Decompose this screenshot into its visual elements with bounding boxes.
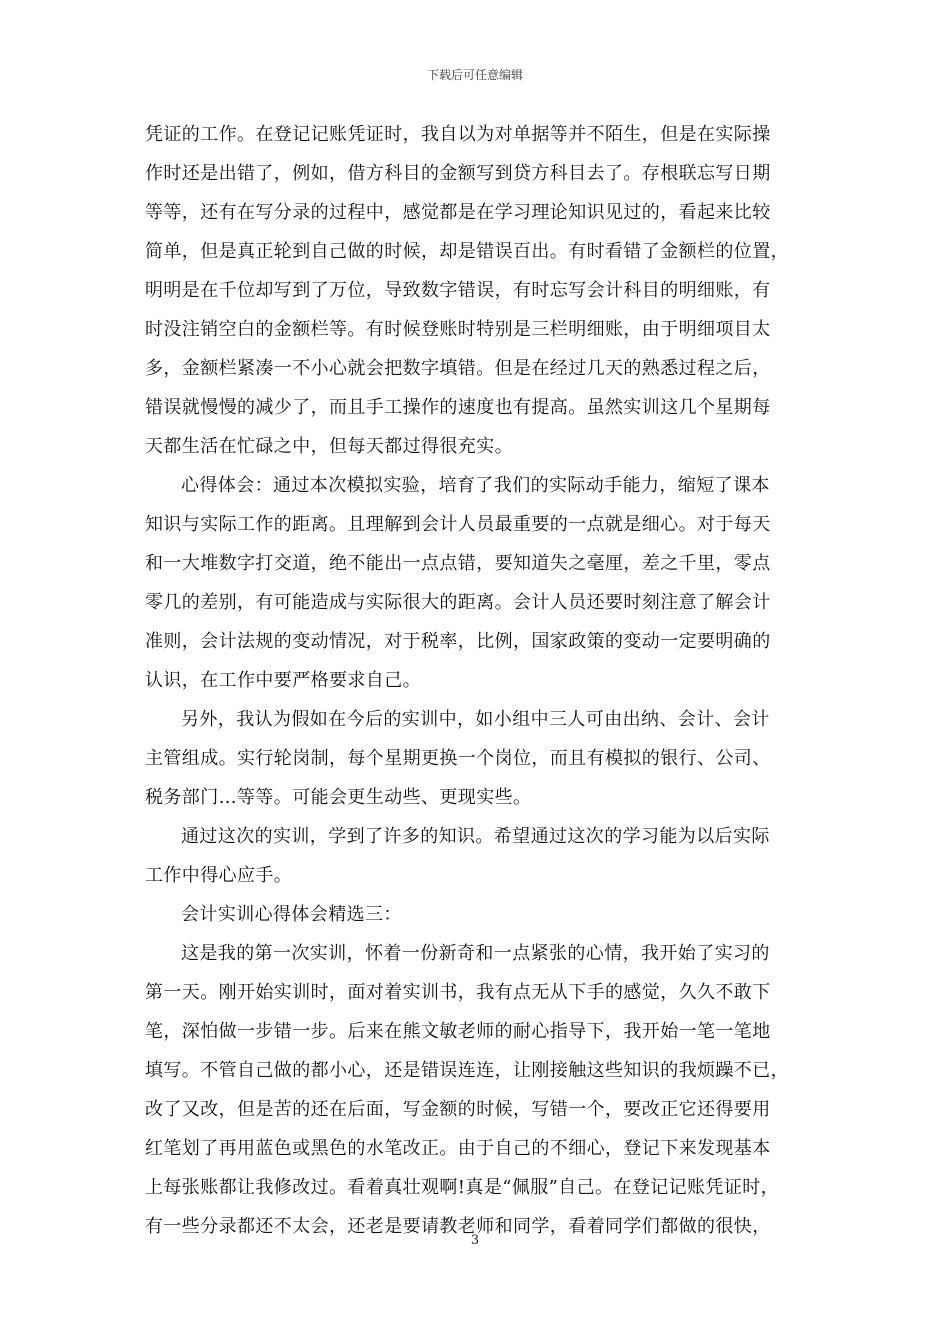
text-line: 凭证的工作。在登记记账凭证时，我自以为对单据等并不陌生，但是在实际操 <box>145 124 771 145</box>
text-line: 改了又改，但是苦的还在后面，写金额的时候，写错一个，要改正它还得要用 <box>145 1099 771 1120</box>
page-header: 下载后可任意编辑 <box>426 68 523 82</box>
text-line: 红笔划了再用蓝色或黑色的水笔改正。由于自己的不细心，登记下来发现基本 <box>145 1138 771 1159</box>
text-line: 明明是在千位却写到了万位，导致数字错误，有时忘写会计科目的明细账，有 <box>145 280 771 301</box>
text-line: 天都生活在忙碌之中，但每天都过得很充实。 <box>145 436 513 457</box>
text-line: 认识，在工作中要严格要求自己。 <box>145 670 421 691</box>
text-line: 零几的差别，有可能造成与实际很大的距离。会计人员还要时刻注意了解会计 <box>145 592 771 613</box>
section-heading: 会计实训心得体会精选三： <box>181 904 402 925</box>
text-line: 时没注销空白的金额栏等。有时候登账时特别是三栏明细账，由于明细项目太 <box>145 319 771 340</box>
text-line: 税务部门…等等。可能会更生动些、更现实些。 <box>145 787 532 808</box>
text-line: 上每张账都让我修改过。看着真壮观啊!真是“佩服”自己。在登记记账凭证时， <box>145 1177 780 1198</box>
text-line: 等等，还有在写分录的过程中，感觉都是在学习理论知识见过的，看起来比较 <box>145 202 771 223</box>
text-line: 笔，深怕做一步错一步。后来在熊文敏老师的耐心指导下，我开始一笔一笔地 <box>145 1021 771 1042</box>
text-line: 和一大堆数字打交道，绝不能出一点点错，要知道失之毫厘，差之千里，零点 <box>145 553 771 574</box>
text-line: 知识与实际工作的距离。且理解到会计人员最重要的一点就是细心。对于每天 <box>145 514 771 535</box>
text-line: 第一天。刚开始实训时，面对着实训书，我有点无从下手的感觉，久久不敢下 <box>145 982 771 1003</box>
text-line: 错误就慢慢的减少了，而且手工操作的速度也有提高。虽然实训这几个星期每 <box>145 397 771 418</box>
paragraph-start-line: 这是我的第一次实训，怀着一份新奇和一点紧张的心情，我开始了实习的 <box>181 943 770 964</box>
text-line: 填写。不管自己做的都小心，还是错误连连，让刚接触这些知识的我烦躁不已， <box>145 1060 789 1081</box>
page-number: 3 <box>470 1233 480 1248</box>
document-body <box>145 115 810 1246</box>
text-line: 主管组成。实行轮岗制，每个星期更换一个岗位，而且有模拟的银行、公司、 <box>145 748 771 769</box>
paragraph-start-line: 心得体会：通过本次模拟实验，培育了我们的实际动手能力，缩短了课本 <box>181 475 770 496</box>
text-line: 有一些分录都还不太会，还老是要请教老师和同学，看着同学们都做的很快， <box>145 1216 771 1237</box>
paragraph-start-line: 另外，我认为假如在今后的实训中，如小组中三人可由出纳、会计、会计 <box>181 709 770 730</box>
text-line: 简单，但是真正轮到自己做的时候，却是错误百出。有时看错了金额栏的位置， <box>145 241 789 262</box>
text-line: 准则，会计法规的变动情况，对于税率，比例，国家政策的变动一定要明确的 <box>145 631 771 652</box>
text-line: 作时还是出错了，例如，借方科目的金额写到贷方科目去了。存根联忘写日期 <box>145 163 771 184</box>
text-line: 多，金额栏紧凑一不小心就会把数字填错。但是在经过几天的熟悉过程之后， <box>145 358 771 379</box>
text-line: 工作中得心应手。 <box>145 865 293 886</box>
paragraph-start-line: 通过这次的实训，学到了许多的知识。希望通过这次的学习能为以后实际 <box>181 826 770 847</box>
